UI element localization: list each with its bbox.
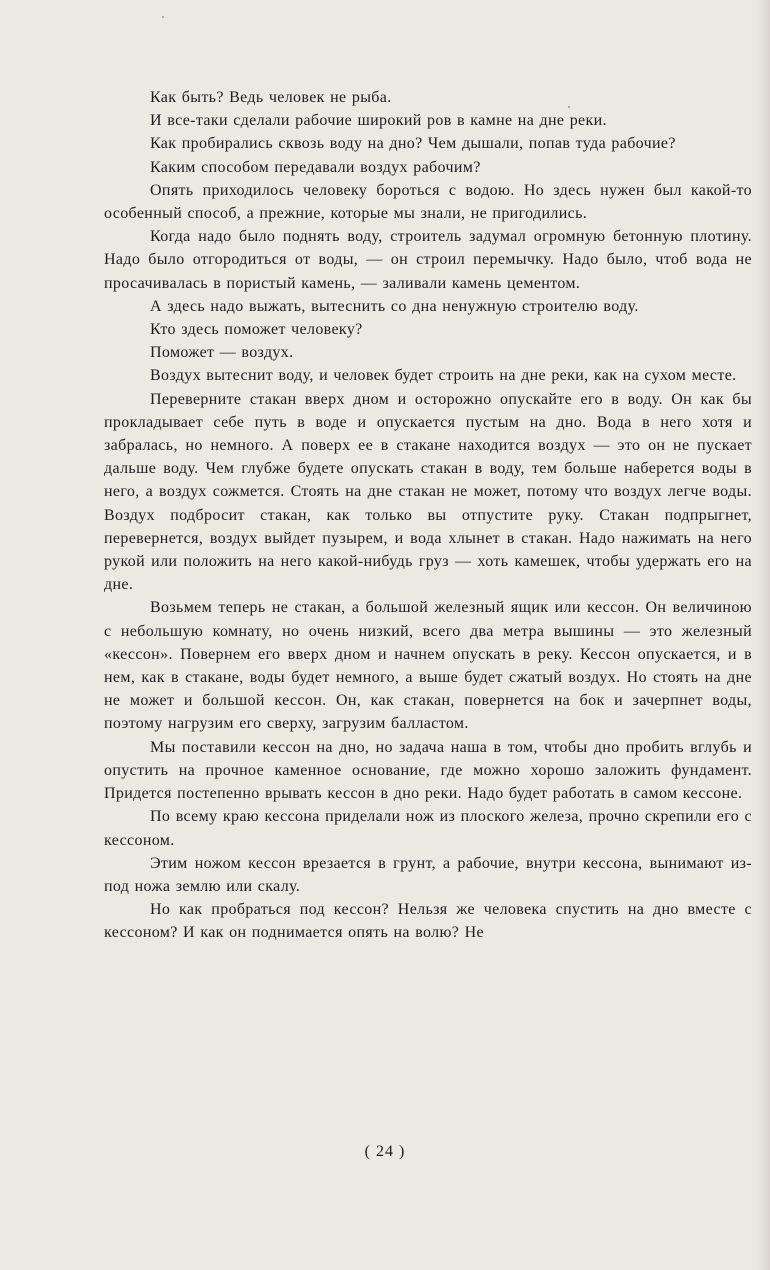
- paragraph: Как пробирались сквозь воду на дно? Чем дышали, попав туда рабочие?: [150, 135, 676, 153]
- paragraph: Поможет — воздух.: [150, 344, 294, 362]
- page-edge-shadow: [756, 0, 770, 1270]
- paragraph: Этим ножом кессон врезается в грунт, а рабочие, внутри кессона, вынимают из-под ножа землю или скалу.: [104, 854, 752, 895]
- paragraph: Переверните стакан вверх дном и осторожно опускайте его в воду. Он как бы прокладывает себе путь в воде и опускается пустым на дно. Вода в него хотя и забралась, но немного. А поверх ее в стакане находится воздух — это он не пускает дальше воду. Чем глубже будете опускать стакан в воду, тем больше наберется воды в него, а воздух сожмется. Стоять на дне стакан не может, потому что воздух легче воды. Воздух подбросит стакан, как только вы отпустите руку. Стакан подпрыгнет, перевернется, воздух выйдет пузырем, и вода хлынет в стакан. Надо нажимать на него рукой или положить на него какой-нибудь груз — хоть камешек, чтобы удержать его на дне.: [104, 390, 752, 594]
- page-number: ( 24 ): [364, 1143, 406, 1160]
- paragraph: Возьмем теперь не стакан, а большой железный ящик или кессон. Он величиною с небольшую комнату, но очень низкий, всего два метра вышины — это железный «кессон». Повернем его вверх дном и начнем опускать в реку. Кессон опускается, и в нем, как в стакане, воды будет немного, а выше будет сжатый воздух. Но стоять на дне не может и большой кессон. Он, как стакан, повернется на бок и зачерпнет воды, поэтому нагрузим его сверху, загрузим балластом.: [104, 599, 752, 733]
- paragraph: Воздух вытеснит воду, и человек будет строить на дне реки, как на сухом месте.: [150, 367, 737, 385]
- paragraph: И все-таки сделали рабочие широкий ров в камне на дне реки.: [150, 112, 607, 130]
- paragraph: Каким способом передавали воздух рабочим?: [150, 158, 481, 176]
- paragraph: Мы поставили кессон на дно, но задача наша в том, чтобы дно пробить вглубь и опустить на прочное каменное основание, где можно хорошо заложить фундамент. Придется постепенно врывать кессон в дно реки. Надо будет работать в самом кессоне.: [104, 738, 752, 803]
- body-text: [104, 86, 752, 945]
- paragraph: Опять приходилось человеку бороться с водою. Но здесь нужен был какой-то особенный способ, а прежние, которые мы знали, не пригодились.: [104, 181, 752, 223]
- paper-speck: [162, 16, 164, 18]
- paragraph: По всему краю кессона приделали нож из плоского железа, прочно скрепили его с кессоном.: [104, 808, 752, 849]
- paragraph: Как быть? Ведь человек не рыба.: [150, 89, 392, 106]
- paragraph: А здесь надо выжать, вытеснить со дна ненужную строителю воду.: [150, 297, 639, 315]
- paragraph: Кто здесь поможет человеку?: [150, 321, 363, 339]
- paragraph: Но как пробраться под кессон? Нельзя же человека спустить на дно вместе с кессоном? И как он поднимается опять на волю? Не: [104, 901, 752, 942]
- paragraph: Когда надо было поднять воду, строитель задумал огромную бетонную плотину. Надо было отгородиться от воды, — он строил перемычку. Надо было, чтоб вода не просачивалась в пористый камень, — заливали камень цементом.: [104, 228, 752, 292]
